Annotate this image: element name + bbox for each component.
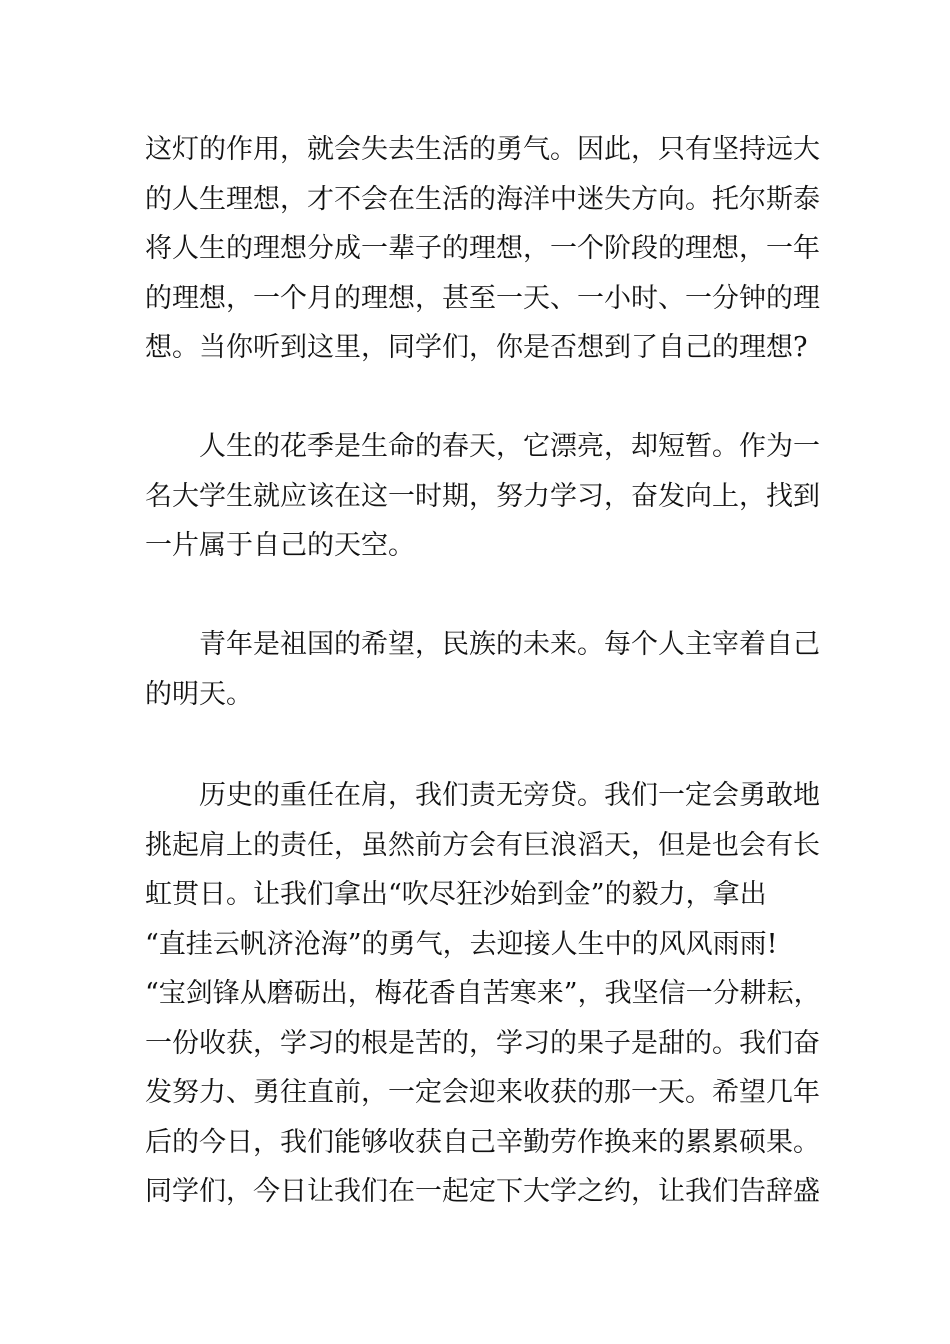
paragraph-line: 人生的花季是生命的春天，它漂亮，却短暂。作为一 [199, 431, 820, 462]
paragraph-line: 名大学生就应该在这一时期，努力学习，奋发向上，找到 [145, 480, 820, 512]
paragraph-line: “宝剑锋从磨砺出，梅花香自苦寒来”，我坚信一分耕耘， [145, 978, 821, 1009]
paragraph-4 [145, 771, 821, 1217]
paragraph-line: 想。当你听到这里，同学们，你是否想到了自己的理想? [145, 332, 808, 363]
paragraph-2 [145, 422, 820, 571]
paragraph-line: 的人生理想，才不会在生活的海洋中迷失方向。托尔斯泰 [145, 183, 820, 215]
paragraph-line: 将人生的理想分成一辈子的理想，一个阶段的理想，一年 [145, 233, 820, 264]
paragraph-line: 这灯的作用，就会失去生活的勇气。因此，只有坚持远大 [145, 134, 820, 165]
paragraph-line: 一份收获，学习的根是苦的，学习的果子是甜的。我们奋 [145, 1027, 820, 1059]
paragraph-line: “直挂云帆济沧海”的勇气，去迎接人生中的风风雨雨! [145, 928, 778, 960]
paragraph-line: 后的今日，我们能够收获自己辛勤劳作换来的累累硕果。 [145, 1126, 820, 1158]
paragraph-line: 挑起肩上的责任，虽然前方会有巨浪滔天，但是也会有长 [145, 829, 820, 861]
paragraph-line: 历史的重任在肩，我们责无旁贷。我们一定会勇敢地 [199, 780, 820, 811]
paragraph-line: 的理想，一个月的理想，甚至一天、一小时、一分钟的理 [145, 282, 820, 314]
paragraph-line: 虹贯日。让我们拿出“吹尽狂沙始到金”的毅力，拿出 [145, 879, 767, 910]
paragraph-3 [145, 620, 820, 719]
paragraph-line: 的明天。 [145, 678, 253, 710]
paragraph-line: 同学们，今日让我们在一起定下大学之约，让我们告辞盛 [145, 1176, 820, 1207]
paragraph-line: 一片属于自己的天空。 [145, 530, 415, 561]
paragraph-1 [145, 125, 820, 373]
paragraph-line: 发努力、勇往直前，一定会迎来收获的那一天。希望几年 [145, 1077, 820, 1108]
paragraph-line: 青年是祖国的希望，民族的未来。每个人主宰着自己 [199, 629, 820, 660]
